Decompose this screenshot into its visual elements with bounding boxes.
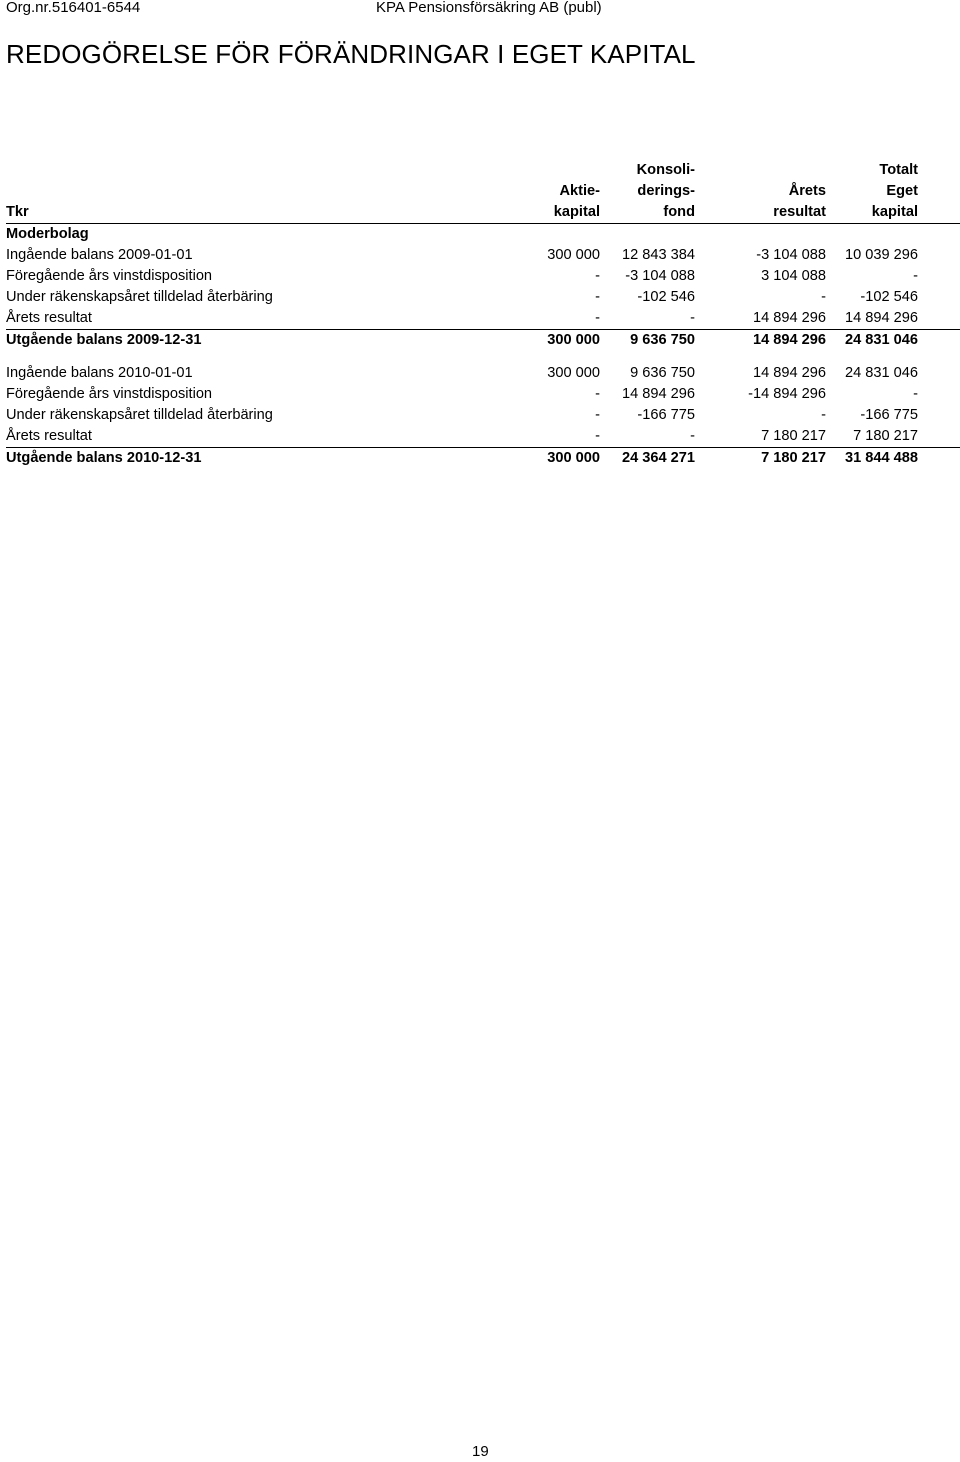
- col-header: fond: [663, 204, 695, 220]
- cell-arets-resultat: -: [821, 407, 826, 423]
- row-label: Under räkenskapsåret tilldelad återbäring: [6, 407, 273, 423]
- cell-totalt-eget-kapital: 31 844 488: [844, 450, 918, 466]
- cell-konsolideringsfond: 14 894 296: [621, 386, 695, 402]
- cell-konsolideringsfond: -102 546: [637, 289, 695, 305]
- cell-konsolideringsfond: 9 636 750: [630, 365, 695, 381]
- row-label: Ingående balans 2009-01-01: [6, 247, 193, 263]
- cell-totalt-eget-kapital: 10 039 296: [844, 247, 918, 263]
- table-row-total: [6, 447, 960, 469]
- cell-arets-resultat: -14 894 296: [748, 386, 826, 402]
- section-label: Moderbolag: [6, 226, 89, 242]
- cell-totalt-eget-kapital: 24 831 046: [844, 365, 918, 381]
- cell-totalt-eget-kapital: -102 546: [860, 289, 918, 305]
- table-row: [6, 308, 960, 329]
- cell-konsolideringsfond: -: [690, 310, 695, 326]
- cell-arets-resultat: 14 894 296: [752, 310, 826, 326]
- spacer: [6, 351, 960, 363]
- cell-arets-resultat: 7 180 217: [761, 428, 826, 444]
- cell-arets-resultat: -3 104 088: [756, 247, 826, 263]
- col-header: Eget: [886, 183, 918, 199]
- table-row: [6, 245, 960, 266]
- table-row: [6, 426, 960, 447]
- equity-table: [6, 160, 960, 469]
- section-label-row: [6, 223, 960, 245]
- table-row: [6, 287, 960, 308]
- page-number: 19: [472, 1443, 489, 1460]
- company-name: KPA Pensionsförsäkring AB (publ): [376, 0, 602, 16]
- cell-aktiekapital: 300 000: [547, 332, 600, 348]
- table-row: [6, 363, 960, 384]
- cell-aktiekapital: -: [595, 289, 600, 305]
- cell-totalt-eget-kapital: -166 775: [860, 407, 918, 423]
- cell-arets-resultat: 7 180 217: [761, 450, 826, 466]
- table-row-total: [6, 329, 960, 351]
- col-header: kapital: [871, 204, 918, 220]
- cell-aktiekapital: 300 000: [547, 247, 600, 263]
- cell-totalt-eget-kapital: 7 180 217: [853, 428, 918, 444]
- row-label: Ingående balans 2010-01-01: [6, 365, 193, 381]
- col-header: Aktie-: [559, 183, 600, 199]
- cell-arets-resultat: 3 104 088: [761, 268, 826, 284]
- row-label: Under räkenskapsåret tilldelad återbäring: [6, 289, 273, 305]
- col-header: Konsoli-: [636, 162, 695, 178]
- cell-aktiekapital: -: [595, 428, 600, 444]
- row-label: Årets resultat: [6, 428, 92, 444]
- row-label: Föregående års vinstdisposition: [6, 268, 213, 284]
- cell-totalt-eget-kapital: 14 894 296: [844, 310, 918, 326]
- page-title: REDOGÖRELSE FÖR FÖRÄNDRINGAR I EGET KAPITAL: [6, 39, 696, 69]
- table-row: [6, 405, 960, 426]
- cell-konsolideringsfond: -: [690, 428, 695, 444]
- table-row: [6, 384, 960, 405]
- cell-arets-resultat: 14 894 296: [752, 365, 826, 381]
- unit-label: Tkr: [6, 204, 29, 220]
- cell-aktiekapital: -: [595, 268, 600, 284]
- col-header: Årets: [788, 183, 826, 199]
- col-header: kapital: [553, 204, 600, 220]
- col-header: Totalt: [879, 162, 918, 178]
- cell-totalt-eget-kapital: 24 831 046: [844, 332, 918, 348]
- cell-arets-resultat: -: [821, 289, 826, 305]
- cell-totalt-eget-kapital: -: [913, 268, 918, 284]
- cell-aktiekapital: -: [595, 407, 600, 423]
- cell-totalt-eget-kapital: -: [913, 386, 918, 402]
- cell-konsolideringsfond: 12 843 384: [621, 247, 695, 263]
- row-label: Utgående balans 2010-12-31: [6, 450, 202, 466]
- cell-aktiekapital: -: [595, 310, 600, 326]
- cell-konsolideringsfond: -3 104 088: [625, 268, 695, 284]
- header-row-1: [6, 160, 960, 181]
- cell-aktiekapital: 300 000: [547, 365, 600, 381]
- org-number: Org.nr.516401-6544: [6, 0, 141, 16]
- cell-konsolideringsfond: -166 775: [637, 407, 695, 423]
- cell-aktiekapital: -: [595, 386, 600, 402]
- header-row-2: [6, 181, 960, 202]
- col-header: resultat: [773, 204, 826, 220]
- cell-aktiekapital: 300 000: [547, 450, 600, 466]
- col-header: derings-: [637, 183, 695, 199]
- cell-konsolideringsfond: 24 364 271: [621, 450, 695, 466]
- header-row-3: [6, 202, 960, 223]
- row-label: Föregående års vinstdisposition: [6, 386, 213, 402]
- row-label: Utgående balans 2009-12-31: [6, 332, 202, 348]
- cell-konsolideringsfond: 9 636 750: [630, 332, 695, 348]
- cell-arets-resultat: 14 894 296: [752, 332, 826, 348]
- table-row: [6, 266, 960, 287]
- row-label: Årets resultat: [6, 310, 92, 326]
